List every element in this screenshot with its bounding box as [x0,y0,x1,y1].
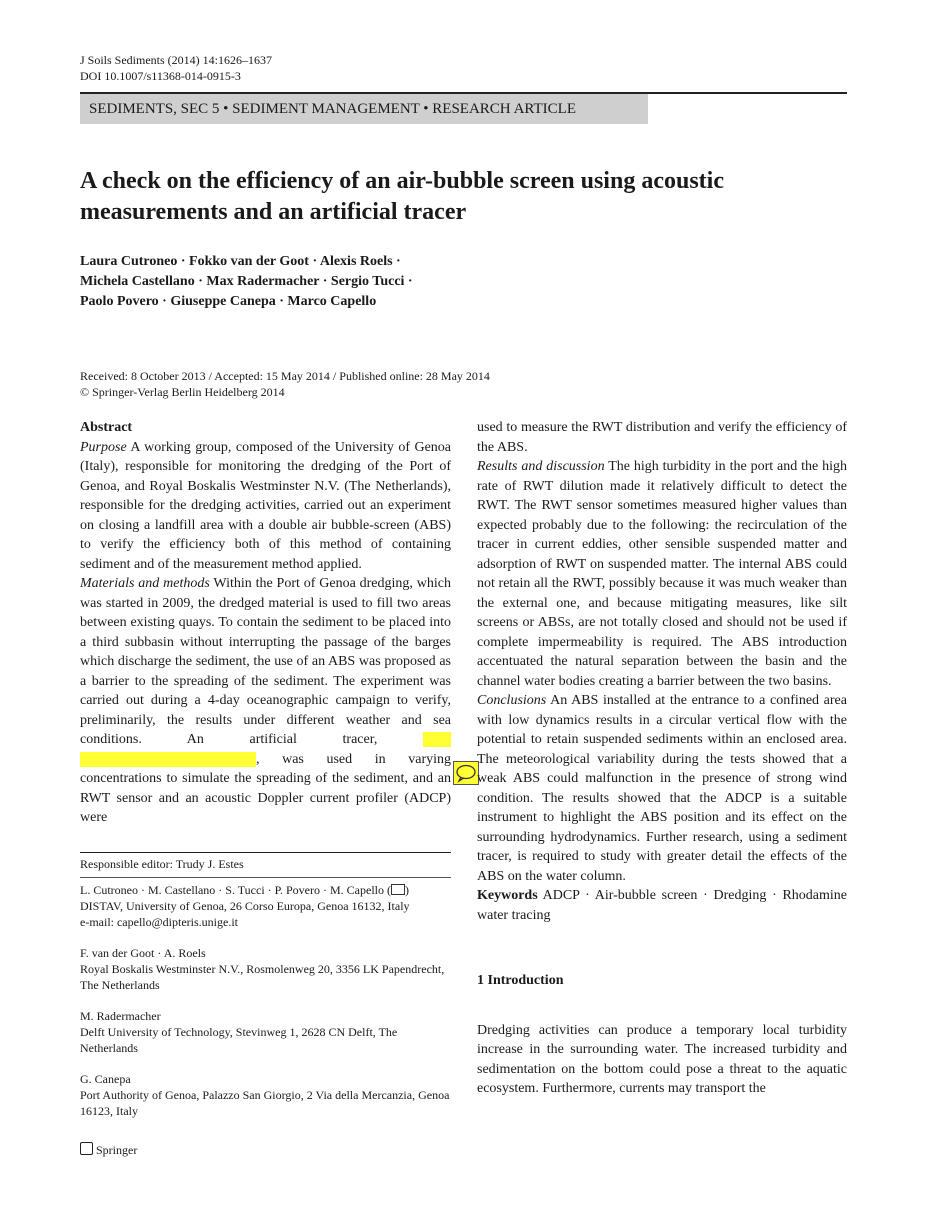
journal-citation: J Soils Sediments (2014) 14:1626–1637 [80,53,273,67]
footnotes [80,856,451,1134]
affiliation-address: DISTAV, University of Genoa, 26 Corso Europa, Genoa 16132, Italy [80,899,410,913]
springer-logo-icon [80,1142,93,1155]
affiliation-3 [80,1008,451,1056]
abstract-methods [80,574,451,828]
journal-header [80,52,272,84]
comment-bubble-icon[interactable] [453,761,479,785]
affiliation-email[interactable]: e-mail: capello@dipteris.unige.it [80,915,239,929]
conclusions-label: Conclusions [477,693,547,708]
affiliation-2 [80,945,451,993]
highlight-annotation[interactable] [423,732,451,747]
affiliation-names: G. Canepa [80,1072,131,1086]
introduction-text: Dredging activities can produce a temporary local turbidity increase in the surrounding water. The increased turbidity and sedimentation on the bottom could pose a threat to the aquatic ecosystem. Furthermore, currents may transport the [477,1022,847,1096]
envelope-icon[interactable] [391,884,405,895]
highlight-annotation[interactable] [80,752,256,767]
doi: DOI 10.1007/s11368-014-0915-3 [80,69,241,83]
results-label: Results and discussion [477,459,605,474]
affiliation-1 [80,882,451,930]
affiliation-4 [80,1071,451,1119]
footnote-rule-secondary [80,877,451,878]
affiliation-names: F. van der Goot · A. Roels [80,946,206,960]
affiliation-address: Delft University of Technology, Stevinweg 1, 2628 CN Delft, The Netherlands [80,1025,398,1055]
affiliation-names-end: ) [404,883,409,897]
affiliation-names: M. Radermacher [80,1009,161,1023]
purpose-label: Purpose [80,439,127,455]
date-history: Received: 8 October 2013 / Accepted: 15 May 2014 / Published online: 28 May 2014 [80,369,490,383]
author-line: Michela Castellano · Max Radermacher · Sergio Tucci · [80,274,413,289]
copyright: © Springer-Verlag Berlin Heidelberg 2014 [80,385,285,399]
affiliation-names: L. Cutroneo · M. Castellano · S. Tucci · P. Povero · M. Capello ( [80,883,391,897]
author-line: Laura Cutroneo · Fokko van der Goot · Alexis Roels · [80,254,401,269]
abstract-conclusions [477,691,847,886]
methods-text-b-left: , was used in varying concentrations to simulate the spreading of the sediment, and an RWT sensor and an acoustic Doppler current profiler (ADCP) were [80,751,451,825]
abstract-results [477,457,847,691]
publication-dates [80,368,490,400]
abstract-right-column [477,418,847,1099]
affiliation-address: Royal Boskalis Westminster N.V., Rosmolenweg 20, 3356 LK Papendrecht, The Netherlands [80,962,445,992]
article-title: A check on the efficiency of an air-bubble screen using acoustic measurements and an artificial tracer [80,168,724,225]
responsible-editor: Responsible editor: Trudy J. Estes [80,857,244,871]
publisher-name: Springer [96,1143,138,1157]
abstract-purpose [80,438,451,575]
keywords [477,886,847,925]
conclusions-text: An ABS installed at the entrance to a confined area with low dynamics results in a circular vertical flow with the potential to retain suspended sediments within an enclosed area. The meteorological variability during the tests showed that a weak ABS could malfunction in the presence of strong wind condition. The results showed that the ADCP is a suitable instrument to highlight the ABS position and its effect on the surrounding hydrodynamics. Further research, using a sediment tracer, is required to study with greater detail the effects of the ABS on the water column. [477,693,847,884]
affiliation-address: Port Authority of Genoa, Palazzo San Giorgio, 2 Via della Mercanzia, Genoa 16123, Italy [80,1088,450,1118]
topic-banner: SEDIMENTS, SEC 5 • SEDIMENT MANAGEMENT • RESEARCH ARTICLE [80,94,648,124]
footnote-rule [80,852,451,853]
methods-continuation: used to measure the RWT distribution and verify the efficiency of the ABS. [477,420,847,455]
purpose-text: A working group, composed of the University of Genoa (Italy), responsible for monitoring the dredging of the Port of Genoa, and Royal Boskalis Westminster N.V. (The Netherlands), responsible for the dredging activities, carried out an experiment on closing a landfill area with a double air bubble-screen (ABS) to verify the efficiency both of this method of containing sediment and of the measurement method applied. [80,439,451,572]
abstract-heading: Abstract [80,420,133,435]
author-list [80,252,480,312]
methods-text-a: Within the Port of Genoa dredging, which was started in 2009, the dredged material is used to fill two areas between existing quays. To contain the sediment to be placed into a third subbasin without interrupting the passage of the barges which discharge the sediment, the use of an ABS was proposed as a barrier to the spreading of the sediment. The experiment was carried out during a 4-day oceanographic campaign to verify, preliminarily, the results under different weather and sea conditions. An artificial tracer, [80,576,451,747]
page-footer [80,1142,137,1158]
section-heading: 1 Introduction [477,973,564,988]
methods-label: Materials and methods [80,576,210,591]
author-line: Paolo Povero · Giuseppe Canepa · Marco Capello [80,294,377,309]
results-text: The high turbidity in the port and the high rate of RWT dilution made it relatively difficult to detect the RWT. The RWT sensor sometimes measured higher values than expected probably due to the following: the recirculation of the tracer in current eddies, other sensible suspended matter and adsorption of RWT on suspended matter. The internal ABS could not retain all the RWT, possibly because it was much weaker than the external one, and because mitigating measures, like silt screens or ABSs, are not totally closed and should not be used if complete impermeability is required. The ABS introduction accentuated the natural separation between the basin and the channel water bodies creating a barrier between the two basins. [477,459,848,689]
keywords-label: Keywords [477,888,538,903]
keywords-text: ADCP · Air-bubble screen · Dredging · Rhodamine water tracing [477,888,847,923]
abstract-left-column [80,418,451,828]
